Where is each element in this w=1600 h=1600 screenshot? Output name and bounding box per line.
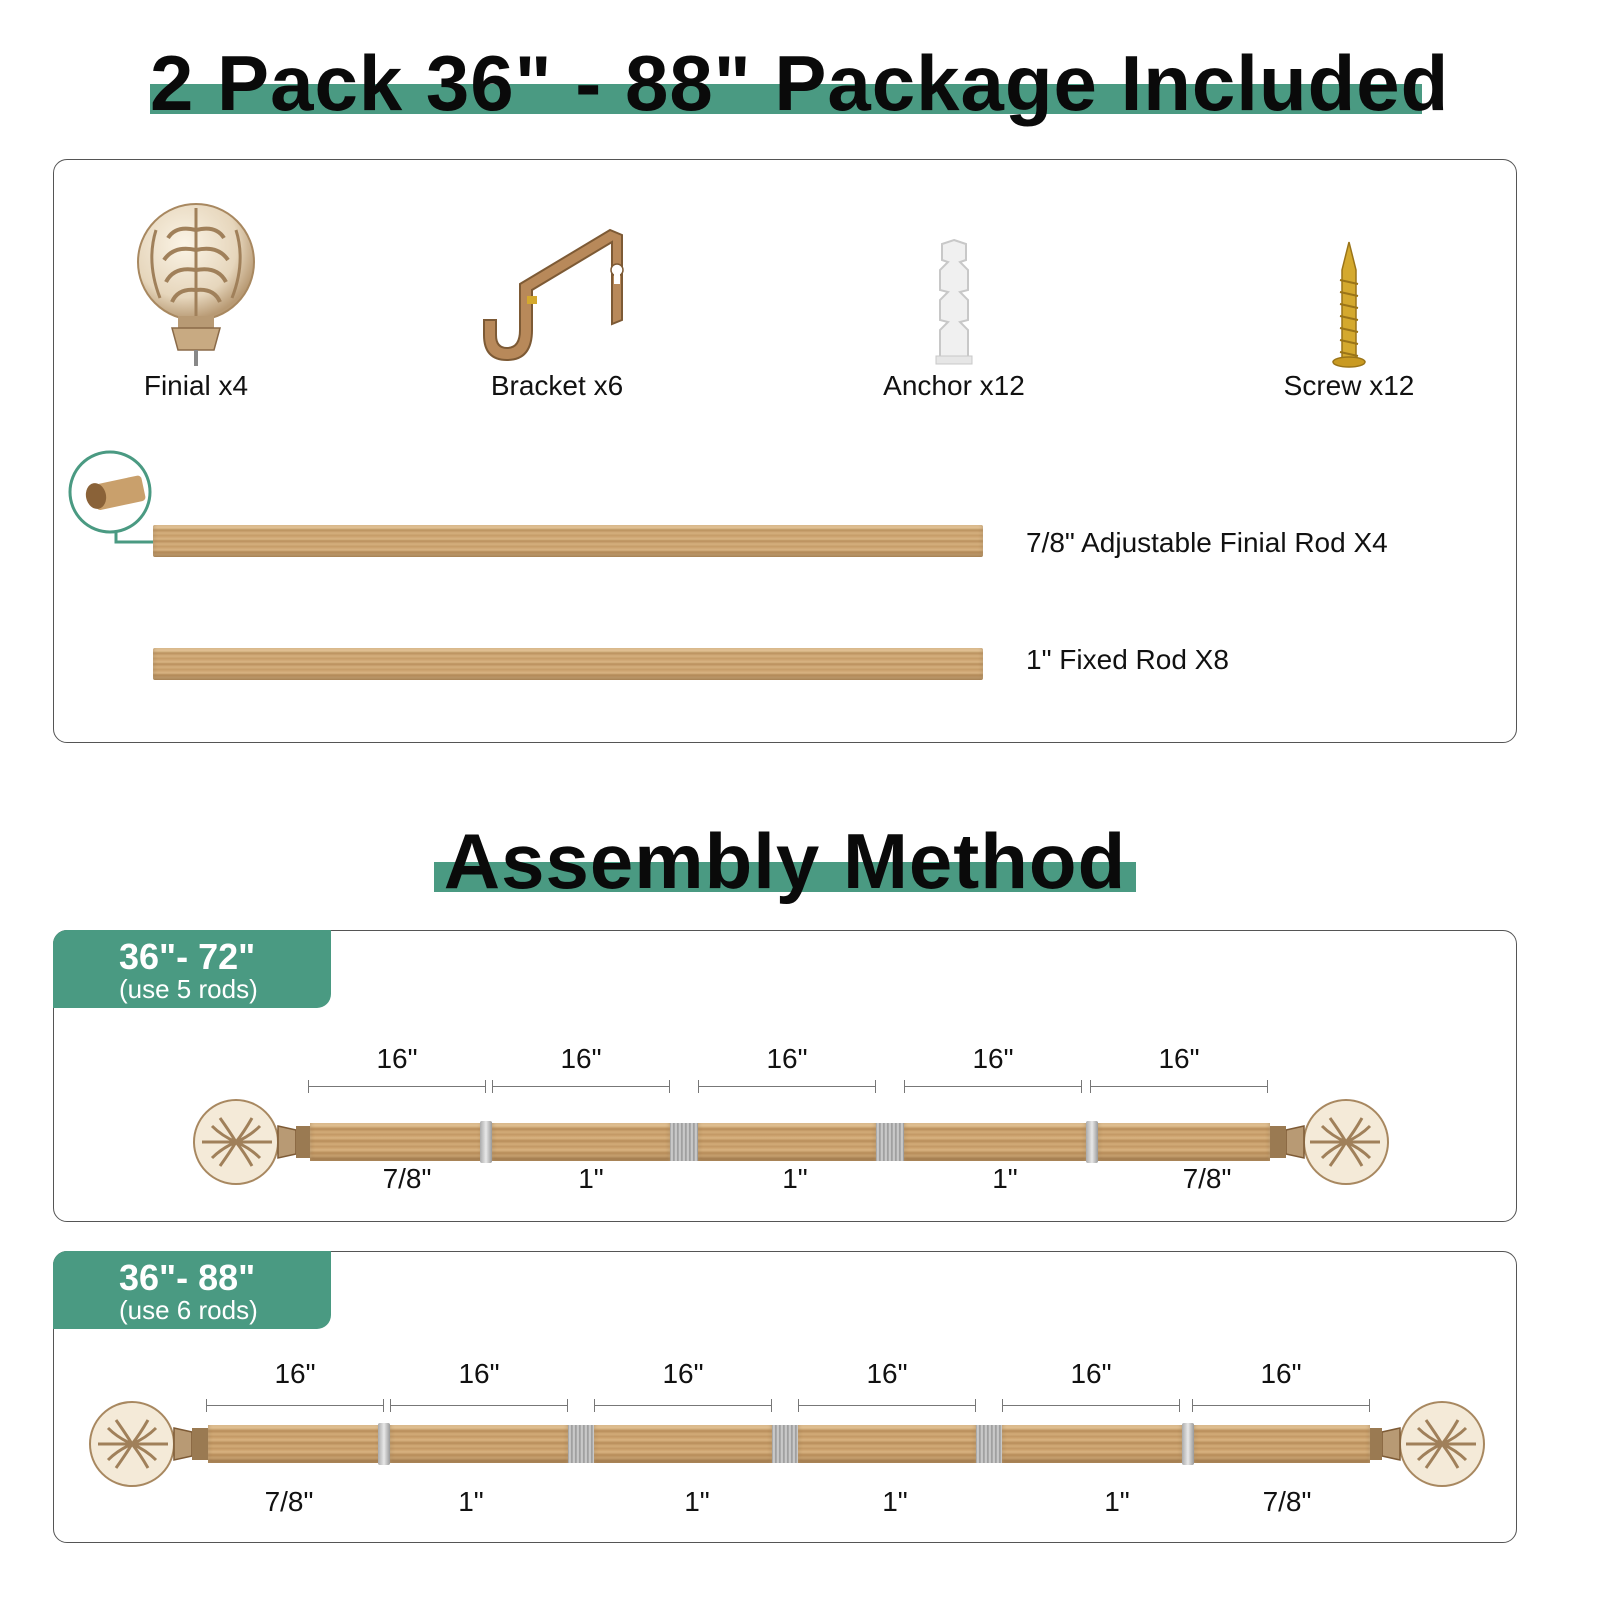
rod-segment xyxy=(904,1123,1086,1161)
length-label: 16" xyxy=(376,1043,418,1074)
item-label: Bracket x6 xyxy=(490,370,624,401)
dimension-line xyxy=(904,1086,1082,1087)
item-screw xyxy=(1264,200,1434,402)
rod-joint xyxy=(876,1123,904,1161)
bracket-icon xyxy=(472,200,642,370)
length-label: 16" xyxy=(560,1043,602,1074)
diameter-label: 1" xyxy=(578,1163,604,1194)
diameter-label: 7/8" xyxy=(264,1486,314,1517)
dimension-line xyxy=(492,1086,670,1087)
method-panel-5-rods xyxy=(53,930,1517,1222)
finial-left-icon xyxy=(86,1398,210,1490)
rod-segment xyxy=(390,1425,568,1463)
length-label: 16" xyxy=(662,1358,704,1389)
rod-connector-ring xyxy=(1086,1121,1098,1163)
length-label: 16" xyxy=(972,1043,1014,1074)
dimension-line xyxy=(206,1405,384,1406)
diameter-label: 7/8" xyxy=(1262,1486,1312,1517)
dimension-line xyxy=(594,1405,772,1406)
method-note: (use 5 rods) xyxy=(119,974,258,1004)
item-label: Finial x4 xyxy=(143,370,249,401)
length-label: 16" xyxy=(1260,1358,1302,1389)
diameter-label: 1" xyxy=(882,1486,908,1517)
dimension-line xyxy=(1002,1405,1180,1406)
item-finial xyxy=(116,200,276,402)
finial-left-icon xyxy=(190,1096,314,1188)
length-label: 16" xyxy=(458,1358,500,1389)
dimension-line xyxy=(1192,1405,1370,1406)
method-tag xyxy=(53,930,331,1008)
rod-segment xyxy=(1098,1123,1270,1161)
assembly-title: Assembly Method xyxy=(443,817,1127,905)
length-label: 16" xyxy=(866,1358,908,1389)
rod-connector-ring xyxy=(1182,1423,1194,1465)
method-tag xyxy=(53,1251,331,1329)
diameter-label: 1" xyxy=(684,1486,710,1517)
rod-connector-ring xyxy=(378,1423,390,1465)
dimension-line xyxy=(698,1086,876,1087)
assembly-heading xyxy=(434,817,1136,905)
finial-icon xyxy=(116,200,276,370)
diameter-label: 7/8" xyxy=(382,1163,432,1194)
length-label: 16" xyxy=(1158,1043,1200,1074)
rod-segment xyxy=(594,1425,772,1463)
item-bracket xyxy=(472,200,642,402)
rod-connector-ring xyxy=(480,1121,492,1163)
method-range: 36"- 88" xyxy=(119,1257,256,1298)
rod-end-icon xyxy=(66,450,166,550)
item-label: Screw x12 xyxy=(1283,370,1415,401)
dimension-line xyxy=(308,1086,486,1087)
adjustable-rod-label: 7/8" Adjustable Finial Rod X4 xyxy=(1026,527,1388,558)
diameter-label: 1" xyxy=(458,1486,484,1517)
rod-segment xyxy=(698,1123,876,1161)
rod-segment xyxy=(492,1123,670,1161)
package-panel xyxy=(53,159,1517,743)
dimension-line xyxy=(390,1405,568,1406)
rod-segment xyxy=(310,1123,482,1161)
length-label: 16" xyxy=(766,1043,808,1074)
adjustable-finial-rod xyxy=(153,525,983,557)
finial-right-icon xyxy=(1364,1398,1488,1490)
method-panel-6-rods xyxy=(53,1251,1517,1543)
rod-joint xyxy=(772,1425,800,1463)
item-label: Anchor x12 xyxy=(883,370,1025,401)
rod-segment xyxy=(1194,1425,1370,1463)
fixed-rod-label: 1" Fixed Rod X8 xyxy=(1026,644,1229,675)
diameter-label: 1" xyxy=(782,1163,808,1194)
screw-icon xyxy=(1264,200,1434,370)
item-anchor xyxy=(874,200,1034,402)
rod-segment xyxy=(798,1425,976,1463)
anchor-icon xyxy=(874,200,1034,370)
rod-joint xyxy=(568,1425,596,1463)
dimension-line xyxy=(798,1405,976,1406)
package-title: 2 Pack 36" - 88" Package Included xyxy=(150,39,1450,127)
package-heading xyxy=(150,39,1450,127)
rod-joint xyxy=(976,1425,1004,1463)
rod-joint xyxy=(670,1123,698,1161)
length-label: 16" xyxy=(1070,1358,1112,1389)
rod-segment xyxy=(1002,1425,1182,1463)
diameter-label: 7/8" xyxy=(1182,1163,1232,1194)
method-range: 36"- 72" xyxy=(119,936,256,977)
fixed-rod xyxy=(153,648,983,680)
rod-segment xyxy=(208,1425,380,1463)
dimension-line xyxy=(1090,1086,1268,1087)
length-label: 16" xyxy=(274,1358,316,1389)
method-note: (use 6 rods) xyxy=(119,1295,258,1325)
diameter-label: 1" xyxy=(1104,1486,1130,1517)
diameter-label: 1" xyxy=(992,1163,1018,1194)
